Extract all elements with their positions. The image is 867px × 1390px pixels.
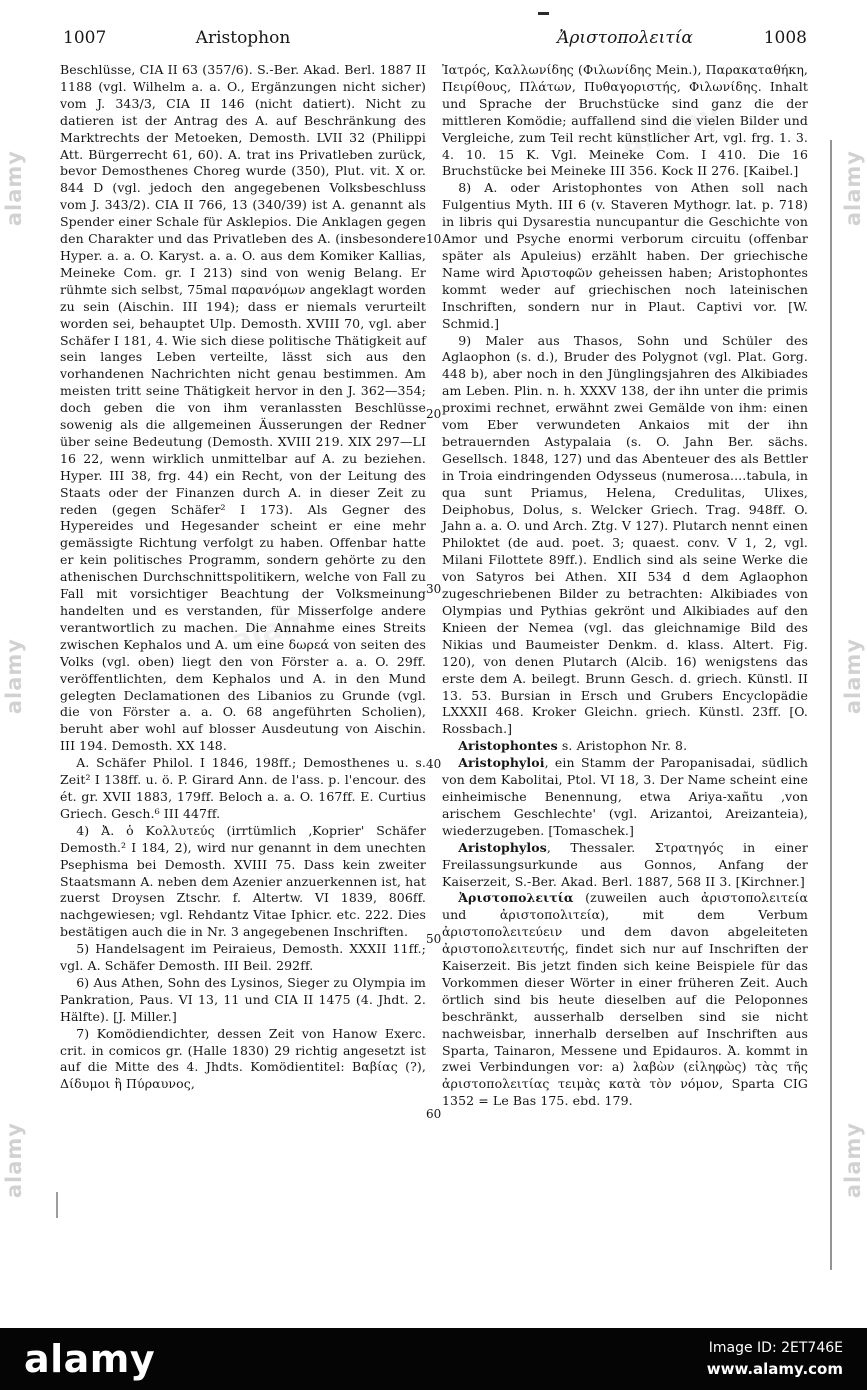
right-column [442, 62, 808, 1110]
alamy-image-meta [707, 1340, 843, 1378]
entry-aristophyloi [442, 755, 808, 840]
alamy-url: www.alamy.com [706, 1360, 843, 1378]
entry-9: 9) Maler aus Thasos, Sohn und Schüler des Aglaophon (s. d.), Bruder des Polygnot (vgl. Plat. Gorg. 448 b), aber noch in den Jünglingsjahren des Alkibiades am Leben. Plin. n. h. XXXV 138, der ihn unter die primis proximi rechnet, erwähnt zwei Gemälde von ihm: einen vom Eber verwundeten Ankaios mit der ihn betrauernden Astypalaia (s. O. Jahn Ber. sächs. Gesellsch. 1848, 127) und das Abenteuer des als Bettler in Troia eindringenden Odysseus (numerosa....tabula, in qua sunt Priamus, Helena, Credulitas, Ulixes, Deiphobus, Dolus, s. Welcker Griech. Trag. 948ff. O. Jahn a. a. O. und Arch. Ztg. V 127). Plutarch nennt einen Philoktet (de aud. poet. 3; quaest. conv. V 1, 2, vgl. Milani Filottete 89ff.). Endlich sind als seine Werke die von Satyros bei Athen. XII 534 d dem Aglaophon zugeschriebenen Bilder zu betrachten: Alkibiades von Olympias und Pythias gekrönt und Alkibiades auf den Knieen der Nemea (vgl. das gleichnamige Bild des Nikias und Baumeister Denkm. d. klass. Altert. Fig. 120), von denen Plutarch (Alcib. 16) wenigstens das erste dem A. beilegt. Brunn Gesch. d. griech. Künstl. II 13. 53. Bursian in Ersch und Grubers Encyclopädie LXXXII 468. Kroker Gleichn. griech. Künstl. 23ff. [O. Rossbach.] [442, 332, 808, 737]
alamy-watermark: alamy [2, 1122, 26, 1199]
entry-4: 4) Ἀ. ὁ Κολλυτεύς (irrtümlich ‚Koprier' Schäfer Demosth.² I 184, 2), wird nur genannt in dem unechten Psephisma bei Demosth. XVIII 75. Dass kein zweiter Staatsmann A. neben dem Azenier anzuerkennen ist, hat zuerst Droysen Ztschr. f. Altertw. VI 1839, 806ff. nachgewiesen; vgl. Rehdantz Vitae Iphicr. etc. 222. Dies bestätigen auch die in Nr. 3 angegebenen Inschriften. [60, 822, 426, 940]
left-column [60, 62, 426, 1110]
column-title-right: Ἀριστοπολειτία [557, 28, 693, 48]
alamy-watermark: alamy [2, 150, 26, 227]
entry-8: 8) A. oder Aristophontes von Athen soll nach Fulgentius Myth. III 6 (v. Staveren Mythogr. lat. p. 718) in libris qui Dysarestia nuncupantur die Geschichte von Amor und Psyche enormi verborum circuitu (offenbar später als Apuleius) erzählt haben. Der griechische Name wird Ἀριστοφῶν geheissen haben; Aristophontes kommt weder auf griechischen noch lateinischen Inschriften, sondern nur in Plaut. Captivi vor. [W. Schmid.] [442, 180, 808, 331]
entry-headword: Aristophyloi [458, 755, 545, 771]
entry-aristopoliteia [442, 890, 808, 1110]
gutter-line-number: 50 [426, 932, 442, 946]
gutter-line-number: 60 [426, 1107, 442, 1121]
paragraph-continuation: Ἰατρός, Καλλωνίδης (Φιλωνίδης Mein.), Παρακαταθήκη, Πειρίθους, Πλάτων, Πυθαγοριστής, Φιλωνίδης. Inhalt und Sprache der Bruchstücke sind ganz die der mittleren Komödie; auffallend sind die vielen Bilder und Vergleiche, zum Teil recht künstlicher Art, vgl. frg. 1. 3. 4. 10. 15 K. Vgl. Meineke Com. I 410. Die 16 Bruchstücke bei Meineke III 356. Kock II 276. [Kaibel.] [442, 62, 808, 179]
scan-edge-line [56, 1192, 58, 1218]
entry-text: s. Aristophon Nr. 8. [557, 738, 688, 754]
gutter-line-number: 10 [426, 232, 442, 246]
entry-5: 5) Handelsagent im Peiraieus, Demosth. XXXII 11ff.; vgl. A. Schäfer Demosth. III Beil. 292ff. [60, 941, 426, 974]
page-number-right: 1008 [763, 28, 807, 48]
paragraph-continuation: Beschlüsse, CIA II 63 (357/6). S.-Ber. Akad. Berl. 1887 II 1188 (vgl. Wilhelm a. a. O., Ergänzungen nicht sicher) vom J. 343/3, CIA II 146 (nicht datiert). Nicht zu datieren ist der Antrag des A. auf Beschränkung des Marktrechts der Metoeken, Demosth. LVII 32 (Philippi Att. Bürgerrecht 61, 60). A. trat ins Privatleben zurück, bevor Demosthenes Choreg wurde (350), Plut. vit. X or. 844 D (vgl. jedoch den angegebenen Volksbeschluss vom J. 343/2). CIA II 766, 13 (340/39) ist A. genannt als Spender einer Schale für Asklepios. Die Anklagen gegen den Charakter und das Privatleben des A. (insbesondere Hyper. a. a. O. Karyst. a. a. O. aus dem Komiker Kallias, Meineke Com. gr. I 213) sind von wenig Belang. Er rühmte sich selbst, 75mal παρανόμων angeklagt worden zu sein (Aischin. III 194); dass er niemals verurteilt worden sei, behauptet Ulp. Demosth. XVIII 70, vgl. aber Schäfer I 181, 4. Wie sich diese politische Thätigkeit auf sein langes Leben verteilte, lässt sich aus den vorhandenen Nachrichten nicht genau bestimmen. Am meisten tritt seine Thätigkeit hervor in den J. 362—354; doch geben die von ihm veranlassten Beschlüsse sowenig als die allgemeinen Äusserungen der Redner über seine Bedeutung (Demosth. XVIII 219. XIX 297—LI 16 22, wenn wirklich unmittelbar auf A. zu beziehen. Hyper. III 38, frg. 44) ein Recht, von der Leitung des Staats oder der Finanzen durch A. in dieser Zeit zu reden (gegen Schäfer² I 173). Als Gegner des Hypereides und Hegesander scheint er eine mehr gemässigte Richtung verfolgt zu haben. Offenbar hatte er kein politisches Programm, sondern gehörte zu den athenischen Durchschnittspolitikern, welche von Fall zu Fall mit vorsichtiger Beachtung der Volksmeinung handelten und es verstanden, für Misserfolge andere verantwortlich zu machen. Die Annahme eines Streits zwischen Kephalos und A. um eine δωρεά von seiten des Volks (vgl. oben) liegt den von Förster a. a. O. 29ff. veröffentlichten, dem Kephalos und A. in den Mund gelegten Declamationen des Libanios zu Grunde (vgl. die von Förster a. a. O. 68 angeführten Scholien), beruht aber wohl auf blosser Ausdeutung von Aischin. III 194. Demosth. XX 148. [60, 62, 426, 754]
gutter-line-number: 20 [426, 407, 442, 421]
image-id-label: Image ID: 2ET746E [708, 1340, 843, 1356]
paragraph-bibliography: A. Schäfer Philol. I 1846, 198ff.; Demosthenes u. s. Zeit² I 138ff. u. ö. P. Girard Ann. de l'ass. p. l'encour. des ét. gr. XVII 1883, 179ff. Beloch a. a. O. 167ff. E. Curtius Griech. Gesch.⁶ III 447ff. [60, 755, 426, 821]
alamy-logo: alamy [24, 1337, 156, 1381]
entry-headword: Aristophylos [458, 839, 547, 855]
entry-7: 7) Komödiendichter, dessen Zeit von Hanow Exerc. crit. in comicos gr. (Halle 1830) 29 richtig angesetzt ist auf die Mitte des 4. Jhdts. Komödientitel: Βαβίας (?), Δίδυμοι ἢ Πύραυνος, [60, 1025, 426, 1092]
page-number-left: 1007 [63, 28, 107, 48]
entry-text: (zuweilen auch ἀριστοπολειτεία und ἀριστοπολιτεία), mit dem Verbum ἀριστοπολειτεύειν und dem davon abgeleiteten ἀριστοπολειτευτής, findet sich nur auf Inschriften der Kaiserzeit. Bis jetzt finden sich keine Beispiele für das Vorkommen dieser Wörter in einer früheren Zeit. Auch örtlich sind bis heute dieselben auf die Peloponnes beschränkt, ausserhalb derselben sind sie nicht nachweisbar, innerhalb derselben auf Inschriften aus Sparta, Tainaron, Messene und Epidauros. Ἀ. kommt in zwei Verbindungen vor: a) λαβὼν (εἰληφὼς) τὰς τῆς ἀριστοπολειτίας τειμὰς κατὰ τὸν νόμον, Sparta CIG 1352 = Le Bas 175. ebd. 179. [442, 890, 808, 1109]
gutter-line-number: 30 [426, 582, 442, 596]
gutter-line-number: 40 [426, 757, 442, 771]
alamy-watermark: alamy [2, 638, 26, 715]
alamy-watermark: alamy [841, 150, 865, 227]
entry-text: , ein Stamm der Paropanisadai, südlich von dem Kabolitai, Ptol. VI 18, 3. Der Name scheint eine einheimische Benennung, etwa Ariya-xañtu ‚von arischem Geschlechte' (vgl. Arizantoi, Areizanteia), wiederzugeben. [Tomaschek.] [442, 755, 808, 838]
scan-edge-line [830, 140, 832, 1270]
alamy-watermark: alamy [841, 638, 865, 715]
alamy-watermark: alamy [617, 97, 725, 162]
entry-aristophontes [442, 738, 808, 755]
column-title-left: Aristophon [195, 28, 291, 48]
entry-headword: Ἀριστοπολειτία [458, 890, 574, 906]
alamy-footer-bar [0, 1328, 867, 1390]
alamy-watermark: alamy [227, 595, 335, 660]
entry-aristophylos [442, 840, 808, 891]
entry-headword: Aristophontes [458, 738, 558, 754]
alamy-watermark: alamy [841, 1122, 865, 1199]
scan-artifact [538, 12, 549, 15]
entry-6: 6) Aus Athen, Sohn des Lysinos, Sieger zu Olympia im Pankration, Paus. VI 13, 11 und CIA II 1475 (4. Jhdt. 2. Hälfte). [J. Miller.] [60, 974, 426, 1024]
entry-text: , Thessaler. Στρατηγός in einer Freilassungsurkunde aus Gonnos, Anfang der Kaiserzeit, S.-Ber. Akad. Berl. 1887, 568 II 3. [Kirchner.] [442, 839, 808, 889]
